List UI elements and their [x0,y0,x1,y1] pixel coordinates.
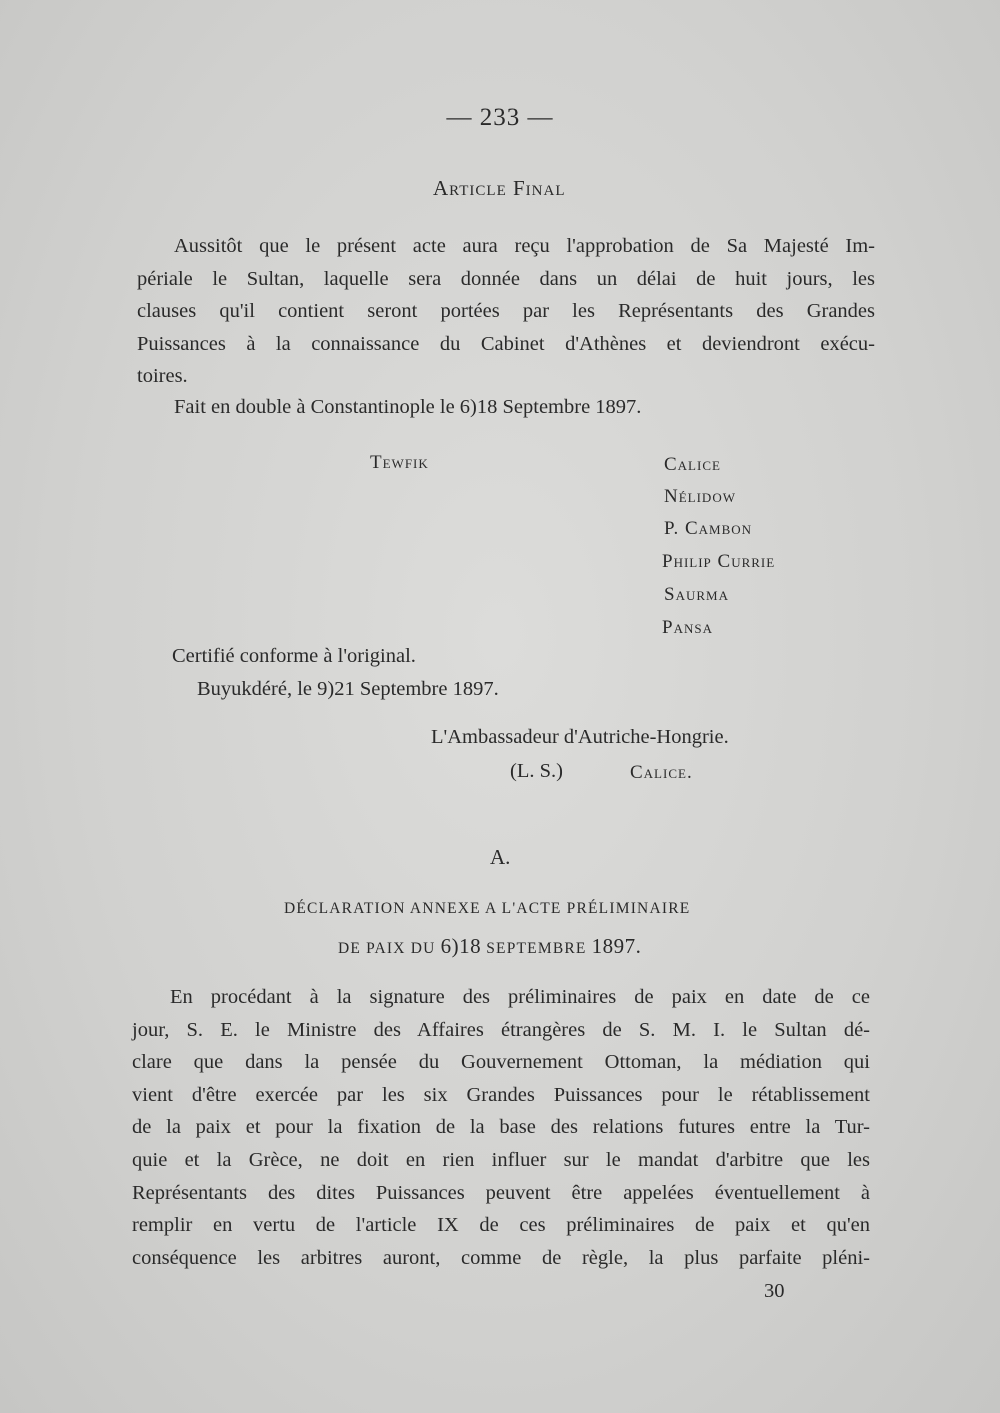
annex-title-prefix: DE PAIX DU [338,940,436,957]
paragraph-line: Aussitôt que le présent acte aura reçu l'approbation de Sa Majesté Im- [174,235,875,257]
paragraph-line: de la paix et pour la fixation de la base des relations futures entre la Tur- [132,1116,870,1139]
article-final-heading: Article Final [433,176,566,200]
paragraph-line: conséquence les arbitres auront, comme de règle, la plus parfaite pléni- [132,1246,870,1269]
page-number: — 233 — [446,104,554,131]
seal-mark: (L. S.) [510,760,563,782]
annex-title-line1: DÉCLARATION ANNEXE A L'ACTE PRÉLIMINAIRE [284,900,691,917]
signature-pansa: Pansa [662,617,713,638]
paragraph-line: toires. [137,365,188,388]
done-at-line: Fait en double à Constantinople le 6)18 Septembre 1897. [174,396,642,418]
annex-title-date: 6)18 [440,934,482,958]
signature-saurma: Saurma [664,584,729,605]
paragraph-line: Représentants des dites Puissances peuvent être appelées éventuellement à [132,1181,870,1204]
annex-letter: A. [490,845,511,869]
annex-title-month: SEPTEMBRE [486,940,587,957]
certification-line: Certifié conforme à l'original. [172,645,416,667]
paragraph-line: En procédant à la signature des préliminaires de paix en date de ce [170,986,870,1008]
signature-calice: Calice [664,454,721,475]
paragraph-line: jour, S. E. le Ministre des Affaires étrangères de S. M. I. le Sultan dé- [132,1018,870,1041]
paragraph-line: Puissances à la connaissance du Cabinet d'Athènes et deviendront exécu- [137,332,875,355]
annex-title-year: 1897. [591,934,642,958]
article-final-paragraph [137,230,875,393]
signature-tewfik: Tewfik [370,452,429,473]
signer-calice: Calice. [630,762,693,783]
certification-place-date: Buyukdéré, le 9)21 Septembre 1897. [197,678,499,700]
paragraph-line: remplir en vertu de l'article IX de ces préliminaires de paix et qu'en [132,1214,870,1237]
paragraph-line: clauses qu'il contient seront portées par les Représentants des Grandes [137,300,875,323]
paragraph-line: clare que dans la pensée du Gouvernement Ottoman, la médiation qui [132,1051,870,1074]
signature-currie: Philip Currie [662,551,776,572]
signature-cambon: P. Cambon [664,518,753,539]
paragraph-line: périale le Sultan, laquelle sera donnée dans un délai de huit jours, les [137,267,875,290]
signature-mark: 30 [764,1280,785,1302]
paragraph-line: vient d'être exercée par les six Grandes Puissances pour le rétablissement [132,1083,870,1106]
annex-title-line2 [338,934,641,959]
paragraph-line: quie et la Grèce, ne doit en rien influer sur le mandat d'arbitre que les [132,1148,870,1171]
signature-nelidow: Nélidow [664,486,736,507]
annex-paragraph [132,981,870,1274]
ambassador-title: L'Ambassadeur d'Autriche-Hongrie. [431,726,729,748]
